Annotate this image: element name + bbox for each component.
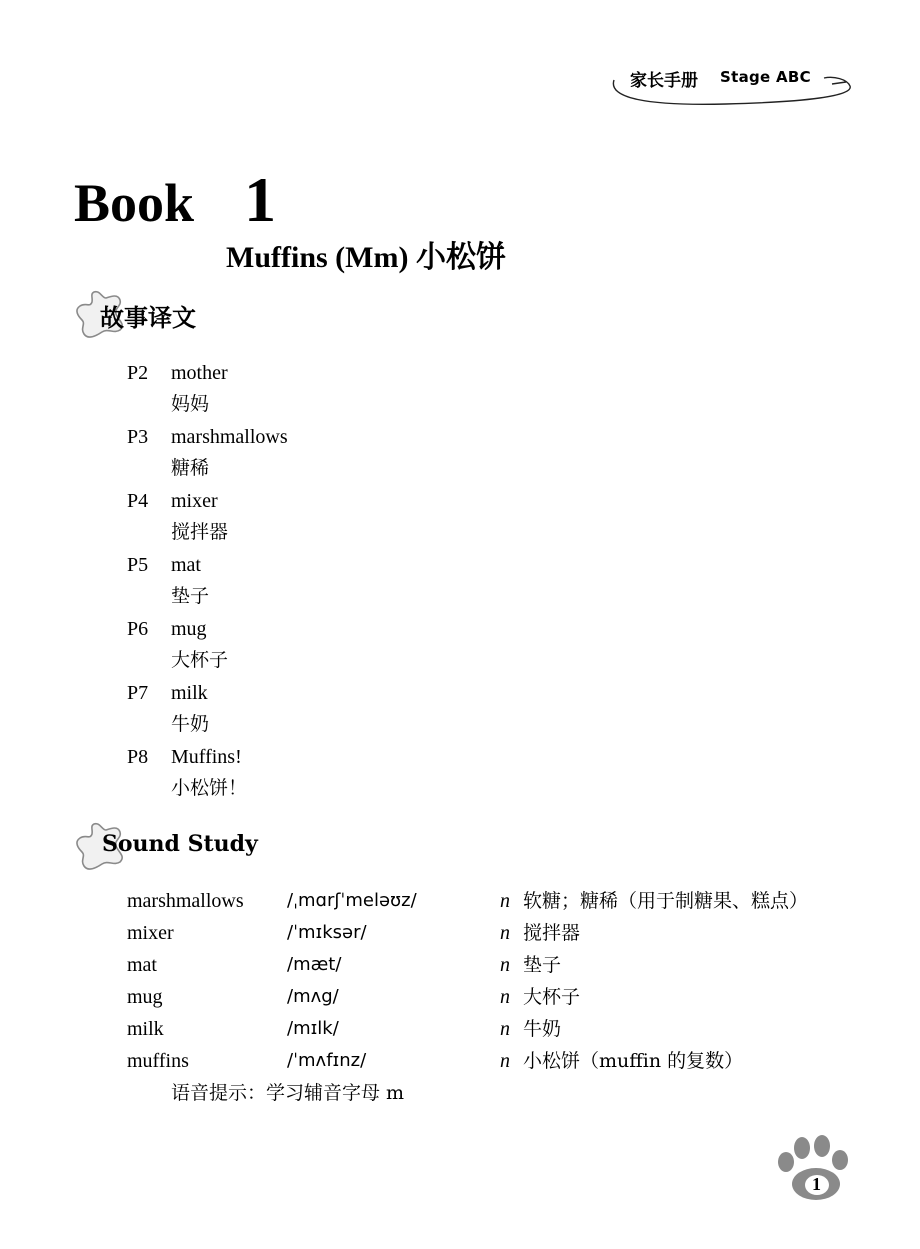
story-item: [127, 550, 627, 614]
vocab-phonetic: /mɪlk/: [287, 1018, 339, 1039]
vocab-word: marshmallows: [127, 890, 244, 912]
section-story-label: 故事译文: [100, 303, 196, 332]
vocab-word: mixer: [127, 922, 174, 944]
vocab-word: mat: [127, 954, 157, 976]
story-translation-list: [127, 358, 627, 806]
vocab-word: milk: [127, 1018, 164, 1040]
vocab-row: [127, 886, 867, 918]
vocab-definition: 软糖；糖稀（用于制糖果、糕点）: [523, 890, 809, 912]
header-badge: [606, 60, 856, 112]
vocabulary-table: [127, 886, 867, 1078]
vocab-phonetic: /mʌg/: [287, 986, 339, 1007]
story-page-number: P3: [127, 426, 149, 448]
story-item: [127, 486, 627, 550]
section-sound-label: Sound Study: [102, 831, 258, 857]
vocab-definition: 大杯子: [523, 986, 581, 1008]
book-subtitle: Muffins (Mm) 小松饼: [226, 241, 506, 274]
vocab-row: [127, 1046, 867, 1078]
book-number: 1: [244, 164, 277, 235]
story-page-number: P8: [127, 746, 149, 768]
story-english: mother: [171, 362, 228, 384]
story-chinese: 小松饼！: [171, 777, 248, 799]
vocab-phonetic: /ˈmʌfɪnz/: [287, 1050, 367, 1071]
section-sound-heading: [72, 820, 292, 874]
story-english: marshmallows: [171, 426, 288, 448]
story-english: mug: [171, 618, 207, 640]
vocab-definition: 垫子: [523, 954, 562, 976]
story-item: [127, 614, 627, 678]
vocab-definition: 小松饼（muffin 的复数）: [523, 1050, 744, 1072]
story-english: mat: [171, 554, 201, 576]
page-number: 1: [812, 1174, 821, 1194]
vocab-phonetic: /ˌmɑrʃˈmeləʊz/: [287, 890, 417, 911]
vocab-row: [127, 950, 867, 982]
section-story-heading: [72, 288, 272, 342]
story-item: [127, 742, 627, 806]
story-page-number: P7: [127, 682, 149, 704]
story-chinese: 糖稀: [171, 457, 210, 479]
story-item: [127, 422, 627, 486]
vocab-phonetic: /mæt/: [287, 954, 342, 975]
story-page-number: P6: [127, 618, 149, 640]
story-chinese: 搅拌器: [171, 521, 229, 543]
header-stage-label: Stage ABC: [720, 68, 811, 86]
book-word: Book: [74, 173, 195, 233]
vocab-word: mug: [127, 986, 163, 1008]
story-page-number: P5: [127, 554, 149, 576]
vocab-definition: 搅拌器: [523, 922, 581, 944]
phonics-hint: 语音提示：学习辅音字母 m: [171, 1082, 405, 1104]
vocab-definition: 牛奶: [523, 1018, 562, 1040]
story-chinese: 妈妈: [171, 393, 210, 415]
story-english: Muffins!: [171, 746, 242, 768]
vocab-part-of-speech: n: [500, 1050, 510, 1072]
vocab-part-of-speech: n: [500, 1018, 510, 1040]
header-manual-title: 家长手册: [630, 71, 698, 91]
vocab-part-of-speech: n: [500, 890, 510, 912]
vocab-part-of-speech: n: [500, 954, 510, 976]
page-number-badge: [776, 1134, 850, 1202]
vocab-row: [127, 918, 867, 950]
vocab-part-of-speech: n: [500, 922, 510, 944]
story-english: mixer: [171, 490, 218, 512]
story-english: milk: [171, 682, 208, 704]
vocab-row: [127, 1014, 867, 1046]
story-item: [127, 678, 627, 742]
story-item: [127, 358, 627, 422]
vocab-word: muffins: [127, 1050, 189, 1072]
story-page-number: P4: [127, 490, 149, 512]
vocab-part-of-speech: n: [500, 986, 510, 1008]
story-chinese: 垫子: [171, 585, 210, 607]
story-page-number: P2: [127, 362, 149, 384]
story-chinese: 大杯子: [171, 649, 229, 671]
story-chinese: 牛奶: [171, 713, 210, 735]
book-title: [74, 160, 276, 243]
vocab-phonetic: /ˈmɪksər/: [287, 922, 367, 943]
vocab-row: [127, 982, 867, 1014]
